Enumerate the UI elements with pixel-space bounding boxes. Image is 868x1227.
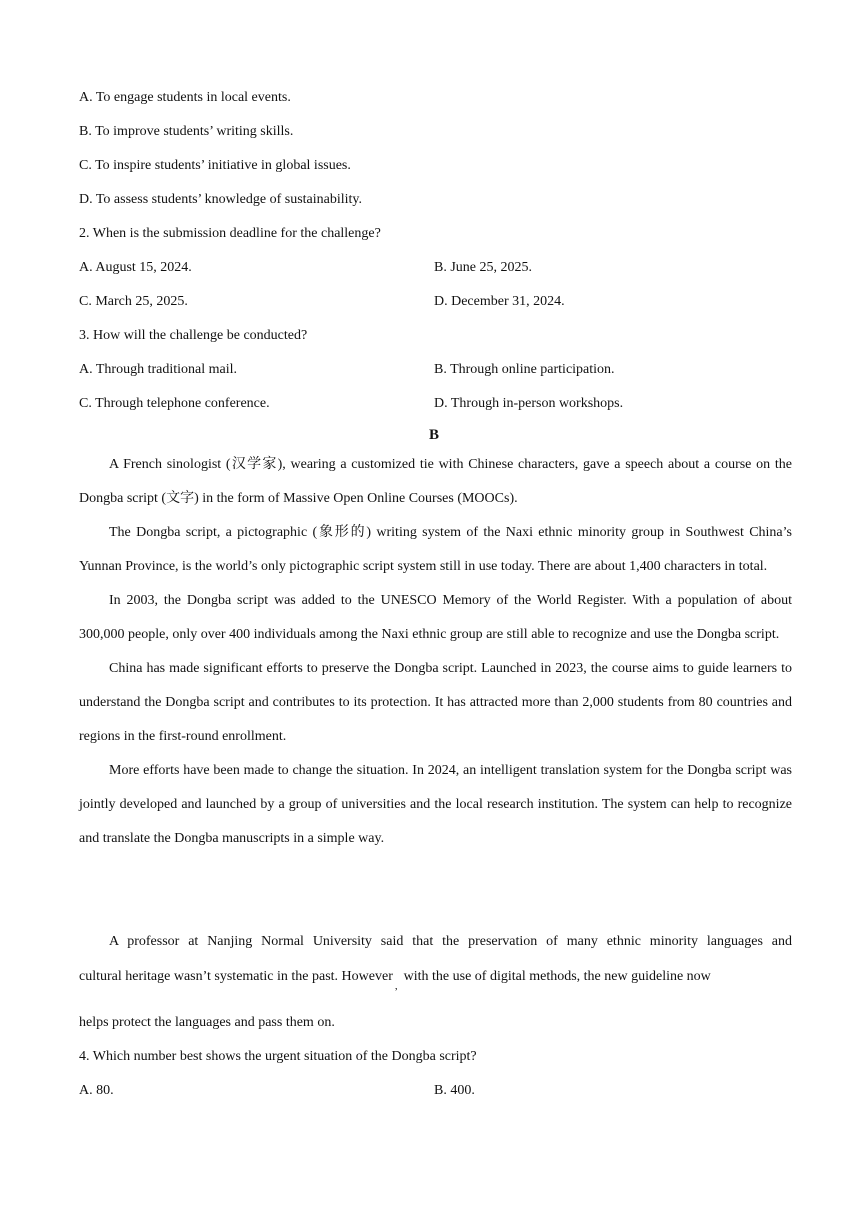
passage-paragraph-1: A French sinologist (汉学家), wearing a customized tie with Chinese characters, gave a speech about a course on the Dongba script (文字) in the form of Massive Open Online Courses (MOOCs). — [79, 457, 792, 506]
passage-paragraph-5: More efforts have been made to change the situation. In 2024, an intelligent translation system for the Dongba script was jointly developed and launched by a group of universities and the local research institution. The system can help to recognize and translate the Dongba manuscripts in a simple way. — [79, 763, 792, 846]
q3-option-b: B. Through online participation. — [434, 362, 615, 377]
q2-question: 2. When is the submission deadline for the challenge? — [79, 226, 381, 241]
q2-option-c: C. March 25, 2025. — [79, 294, 188, 309]
passage-p6-line3: helps protect the languages and pass them on. — [79, 1015, 335, 1030]
q3-question: 3. How will the challenge be conducted? — [79, 328, 308, 343]
q3-option-a: A. Through traditional mail. — [79, 362, 237, 377]
section-b-heading: B — [428, 427, 439, 443]
passage-paragraph-3: In 2003, the Dongba script was added to the UNESCO Memory of the World Register. With a population of about 300,000 people, only over 400 individuals among the Naxi ethnic group are still able to recognize and use the Dongba script. — [79, 593, 792, 642]
q1-option-d: D. To assess students’ knowledge of sustainability. — [79, 192, 363, 207]
q4-question: 4. Which number best shows the urgent situation of the Dongba script? — [79, 1049, 477, 1064]
passage-p6-line1: A professor at Nanjing Normal University said that the preservation of many ethnic minority languages and — [109, 934, 792, 949]
q4-option-b: B. 400. — [434, 1083, 475, 1098]
q2-option-b: B. June 25, 2025. — [434, 260, 532, 275]
q3-option-c: C. Through telephone conference. — [79, 396, 270, 411]
q1-option-b: B. To improve students’ writing skills. — [79, 124, 294, 139]
passage-p6-line2-start: cultural heritage wasn’t systematic in the past. However — [79, 969, 393, 984]
passage-p6-comma: , — [394, 980, 398, 992]
passage-paragraph-4: China has made significant efforts to preserve the Dongba script. Launched in 2023, the course aims to guide learners to understand the Dongba script and contributes to its protection. It has attracted more than 2,000 students from 80 countries and regions in the first-round enrollment. — [79, 661, 792, 744]
q2-option-a: A. August 15, 2024. — [79, 260, 192, 275]
passage-p6-line2 — [79, 968, 792, 992]
passage-b — [79, 448, 792, 856]
q3-option-d: D. Through in-person workshops. — [434, 396, 624, 411]
q1-option-a: A. To engage students in local events. — [79, 90, 291, 105]
passage-paragraph-2: The Dongba script, a pictographic (象形的) writing system of the Naxi ethnic minority group in Southwest China’s Yunnan Province, is the world’s only pictographic script system still in use today. There are about 1,400 characters in total. — [79, 525, 792, 574]
passage-p6-line2-end: with the use of digital methods, the new guideline now — [403, 969, 711, 984]
passage-paragraph-6 — [79, 925, 792, 959]
q1-option-c: C. To inspire students’ initiative in global issues. — [79, 158, 351, 173]
q2-option-d: D. December 31, 2024. — [434, 294, 565, 309]
q4-option-a: A. 80. — [79, 1083, 114, 1098]
